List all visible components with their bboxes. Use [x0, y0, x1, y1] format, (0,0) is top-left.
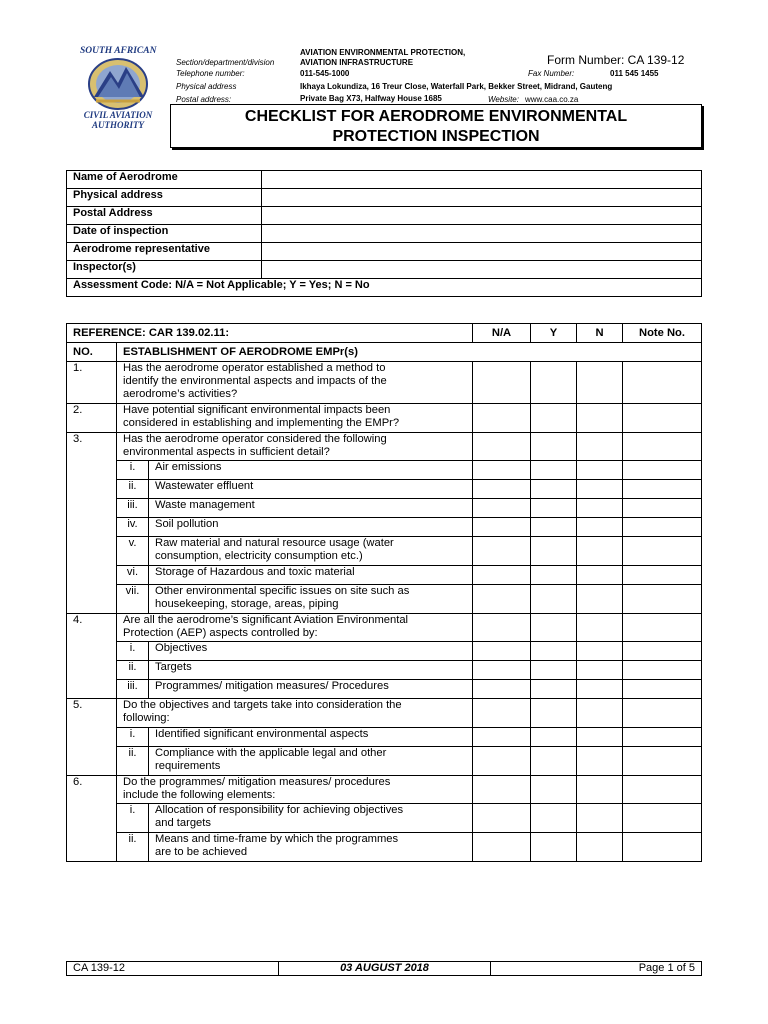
info-label: Postal Address [67, 207, 262, 225]
na-cell[interactable] [473, 699, 531, 728]
section-header-row [67, 343, 702, 362]
sub-item-row [67, 499, 702, 518]
na-cell[interactable] [473, 833, 531, 862]
info-label: Name of Aerodrome [67, 171, 262, 189]
sub-item-row [67, 566, 702, 585]
no-cell[interactable] [577, 747, 623, 776]
no-cell[interactable] [577, 566, 623, 585]
question-line: following: [123, 712, 170, 724]
col-y: Y [531, 324, 577, 343]
yes-cell[interactable] [531, 566, 577, 585]
no-cell[interactable] [577, 614, 623, 642]
sub-item-row [67, 518, 702, 537]
question-line: identify the environmental aspects and impacts of the [123, 375, 387, 387]
question-row [67, 433, 702, 461]
sub-item-number: ii. [117, 833, 149, 862]
sub-item-text: Soil pollution [149, 518, 473, 537]
sub-item-line: and targets [155, 817, 211, 829]
no-cell[interactable] [577, 404, 623, 433]
info-row [67, 207, 702, 225]
footer-date: 03 AUGUST 2018 [279, 962, 491, 976]
question-line: Protection (AEP) aspects controlled by: [123, 627, 318, 639]
yes-cell[interactable] [531, 661, 577, 680]
note-cell[interactable] [623, 362, 702, 404]
na-cell[interactable] [473, 537, 531, 566]
info-row [67, 261, 702, 279]
info-label: Aerodrome representative [67, 243, 262, 261]
yes-cell[interactable] [531, 680, 577, 699]
sub-item-row [67, 461, 702, 480]
sub-item-row [67, 747, 702, 776]
note-cell[interactable] [623, 566, 702, 585]
question-row [67, 776, 702, 804]
reference-label: REFERENCE: CAR 139.02.11: [67, 324, 473, 343]
sub-item-number: vii. [117, 585, 149, 614]
assessment-code: Assessment Code: N/A = Not Applicable; Y = Yes; N = No [67, 279, 702, 297]
form-number: Form Number: CA 139-12 [547, 53, 685, 67]
na-cell[interactable] [473, 642, 531, 661]
sub-item-text [149, 804, 473, 833]
page-footer [66, 961, 702, 976]
question-line: Are all the aerodrome’s significant Aviation Environmental [123, 614, 409, 626]
footer-page-number: Page 1 of 5 [491, 962, 702, 976]
question-row [67, 699, 702, 728]
question-text [117, 776, 473, 804]
question-line: Have potential significant environmental impacts been [123, 404, 391, 416]
yes-cell[interactable] [531, 804, 577, 833]
no-cell[interactable] [577, 362, 623, 404]
question-row [67, 404, 702, 433]
logo-bottom-line2: AUTHORITY [91, 120, 144, 130]
note-cell[interactable] [623, 776, 702, 804]
postal-label: Postal address: [176, 95, 232, 104]
sub-item-text: Storage of Hazardous and toxic material [149, 566, 473, 585]
note-cell[interactable] [623, 499, 702, 518]
logo-bottom-text [80, 110, 156, 130]
sub-item-text: Waste management [149, 499, 473, 518]
no-cell[interactable] [577, 433, 623, 461]
note-cell[interactable] [623, 804, 702, 833]
physical-value: Ikhaya Lokundiza, 16 Treur Close, Waterfall Park, Bekker Street, Midrand, Gauteng [300, 82, 613, 91]
website-label: Website: [488, 95, 519, 104]
sub-item-number: iii. [117, 680, 149, 699]
no-cell[interactable] [577, 776, 623, 804]
na-cell[interactable] [473, 566, 531, 585]
question-line: include the following elements: [123, 789, 276, 801]
no-cell[interactable] [577, 833, 623, 862]
na-cell[interactable] [473, 433, 531, 461]
title-line2: PROTECTION INSPECTION [332, 128, 540, 145]
info-value-field[interactable] [262, 261, 702, 279]
logo-emblem [86, 57, 150, 111]
info-label: Physical address [67, 189, 262, 207]
question-line: considered in establishing and implementing the EMPr? [123, 417, 400, 429]
logo-bottom-line1: CIVIL AVIATION [83, 110, 153, 120]
sub-item-text: Objectives [149, 642, 473, 661]
na-cell[interactable] [473, 680, 531, 699]
question-text [117, 699, 473, 728]
no-cell[interactable] [577, 661, 623, 680]
note-cell[interactable] [623, 699, 702, 728]
checklist-table [66, 323, 702, 862]
na-cell[interactable] [473, 480, 531, 499]
sub-item-number: v. [117, 537, 149, 566]
yes-cell[interactable] [531, 747, 577, 776]
question-number: 3. [67, 433, 117, 614]
question-number: 2. [67, 404, 117, 433]
section-value-2: AVIATION INFRASTRUCTURE [300, 58, 414, 67]
sub-item-line: Compliance with the applicable legal and other [155, 747, 387, 759]
sub-item-line: requirements [155, 760, 221, 772]
sub-item-line: housekeeping, storage, areas, piping [155, 598, 339, 610]
no-cell[interactable] [577, 537, 623, 566]
col-note: Note No. [623, 324, 702, 343]
sub-item-row [67, 585, 702, 614]
question-number: 1. [67, 362, 117, 404]
na-cell[interactable] [473, 461, 531, 480]
sub-item-text: Programmes/ mitigation measures/ Procedures [149, 680, 473, 699]
section-title: ESTABLISHMENT OF AERODROME EMPr(s) [117, 343, 702, 362]
sub-item-number: iii. [117, 499, 149, 518]
na-cell[interactable] [473, 518, 531, 537]
na-cell[interactable] [473, 362, 531, 404]
sub-item-text: Air emissions [149, 461, 473, 480]
title-line1: CHECKLIST FOR AERODROME ENVIRONMENTAL [244, 108, 628, 125]
info-row [67, 225, 702, 243]
note-cell[interactable] [623, 728, 702, 747]
col-no: NO. [67, 343, 117, 362]
no-cell[interactable] [577, 699, 623, 728]
sub-item-row [67, 680, 702, 699]
sub-item-number: vi. [117, 566, 149, 585]
no-cell[interactable] [577, 499, 623, 518]
question-number: 4. [67, 614, 117, 699]
yes-cell[interactable] [531, 480, 577, 499]
info-label: Inspector(s) [67, 261, 262, 279]
question-text [117, 433, 473, 461]
footer-form-number: CA 139-12 [67, 962, 279, 976]
fax-label: Fax Number: [528, 69, 575, 78]
reference-row [67, 324, 702, 343]
sub-item-row [67, 480, 702, 499]
yes-cell[interactable] [531, 461, 577, 480]
phone-label: Telephone number: [176, 69, 245, 78]
sub-item-row [67, 833, 702, 862]
no-cell[interactable] [577, 480, 623, 499]
info-label: Date of inspection [67, 225, 262, 243]
note-cell[interactable] [623, 680, 702, 699]
question-line: Do the objectives and targets take into consideration the [123, 699, 402, 711]
yes-cell[interactable] [531, 537, 577, 566]
caa-logo [80, 46, 156, 136]
question-row [67, 362, 702, 404]
yes-cell[interactable] [531, 699, 577, 728]
no-cell[interactable] [577, 728, 623, 747]
sub-item-line: Other environmental specific issues on site such as [155, 585, 410, 597]
note-cell[interactable] [623, 614, 702, 642]
postal-value: Private Bag X73, Halfway House 1685 [300, 94, 442, 103]
sub-item-text [149, 833, 473, 862]
sub-item-number: i. [117, 461, 149, 480]
yes-cell[interactable] [531, 642, 577, 661]
section-label: Section/department/division [176, 58, 275, 67]
no-cell[interactable] [577, 518, 623, 537]
note-cell[interactable] [623, 480, 702, 499]
question-row [67, 614, 702, 642]
info-row [67, 171, 702, 189]
na-cell[interactable] [473, 747, 531, 776]
note-cell[interactable] [623, 433, 702, 461]
sub-item-text: Targets [149, 661, 473, 680]
note-cell[interactable] [623, 404, 702, 433]
sub-item-number: i. [117, 728, 149, 747]
note-cell[interactable] [623, 461, 702, 480]
sub-item-text: Identified significant environmental aspects [149, 728, 473, 747]
website-value[interactable]: www.caa.co.za [525, 95, 579, 104]
sub-item-row [67, 661, 702, 680]
col-n: N [577, 324, 623, 343]
note-cell[interactable] [623, 585, 702, 614]
question-line: aerodrome’s activities? [123, 388, 238, 400]
yes-cell[interactable] [531, 585, 577, 614]
question-number: 5. [67, 699, 117, 776]
no-cell[interactable] [577, 642, 623, 661]
section-value-1: AVIATION ENVIRONMENTAL PROTECTION, [300, 48, 466, 57]
document-title [170, 104, 702, 148]
note-cell[interactable] [623, 642, 702, 661]
sub-item-number: ii. [117, 480, 149, 499]
info-value-field[interactable] [262, 207, 702, 225]
aerodrome-info-table [66, 170, 702, 297]
sub-item-row [67, 642, 702, 661]
question-line: Do the programmes/ mitigation measures/ procedures [123, 776, 391, 788]
na-cell[interactable] [473, 585, 531, 614]
na-cell[interactable] [473, 661, 531, 680]
no-cell[interactable] [577, 461, 623, 480]
note-cell[interactable] [623, 661, 702, 680]
question-text [117, 404, 473, 433]
sub-item-line: consumption, electricity consumption etc.) [155, 550, 363, 562]
no-cell[interactable] [577, 585, 623, 614]
sub-item-row [67, 804, 702, 833]
sub-item-line: Allocation of responsibility for achieving objectives [155, 804, 404, 816]
question-text [117, 362, 473, 404]
sub-item-number: ii. [117, 747, 149, 776]
sub-item-number: i. [117, 642, 149, 661]
info-value-field[interactable] [262, 243, 702, 261]
sub-item-row [67, 728, 702, 747]
na-cell[interactable] [473, 499, 531, 518]
question-line: environmental aspects in sufficient detail? [123, 446, 330, 458]
sub-item-line: Means and time-frame by which the programmes [155, 833, 399, 845]
na-cell[interactable] [473, 404, 531, 433]
yes-cell[interactable] [531, 776, 577, 804]
sub-item-line: are to be achieved [155, 846, 248, 858]
na-cell[interactable] [473, 776, 531, 804]
sub-item-row [67, 537, 702, 566]
no-cell[interactable] [577, 804, 623, 833]
info-row [67, 243, 702, 261]
logo-top-text: SOUTH AFRICAN [80, 46, 157, 56]
sub-item-text: Wastewater effluent [149, 480, 473, 499]
yes-cell[interactable] [531, 728, 577, 747]
info-value-field[interactable] [262, 225, 702, 243]
yes-cell[interactable] [531, 499, 577, 518]
question-number: 6. [67, 776, 117, 862]
yes-cell[interactable] [531, 518, 577, 537]
na-cell[interactable] [473, 804, 531, 833]
yes-cell[interactable] [531, 362, 577, 404]
note-cell[interactable] [623, 833, 702, 862]
yes-cell[interactable] [531, 404, 577, 433]
question-line: Has the aerodrome operator considered the following [123, 433, 387, 445]
question-text [117, 614, 473, 642]
phone-value: 011-545-1000 [300, 69, 350, 78]
sub-item-number: iv. [117, 518, 149, 537]
fax-value: 011 545 1455 [610, 69, 659, 78]
yes-cell[interactable] [531, 833, 577, 862]
na-cell[interactable] [473, 614, 531, 642]
note-cell[interactable] [623, 518, 702, 537]
sub-item-text [149, 585, 473, 614]
col-na: N/A [473, 324, 531, 343]
info-row [67, 189, 702, 207]
info-value-field[interactable] [262, 189, 702, 207]
info-value-field[interactable] [262, 171, 702, 189]
physical-label: Physical address [176, 82, 237, 91]
na-cell[interactable] [473, 728, 531, 747]
sub-item-number: i. [117, 804, 149, 833]
no-cell[interactable] [577, 680, 623, 699]
assessment-code-row [67, 279, 702, 297]
note-cell[interactable] [623, 537, 702, 566]
question-line: Has the aerodrome operator established a method to [123, 362, 386, 374]
yes-cell[interactable] [531, 433, 577, 461]
sub-item-number: ii. [117, 661, 149, 680]
sub-item-text [149, 537, 473, 566]
yes-cell[interactable] [531, 614, 577, 642]
sub-item-text [149, 747, 473, 776]
sub-item-line: Raw material and natural resource usage (water [155, 537, 394, 549]
note-cell[interactable] [623, 747, 702, 776]
